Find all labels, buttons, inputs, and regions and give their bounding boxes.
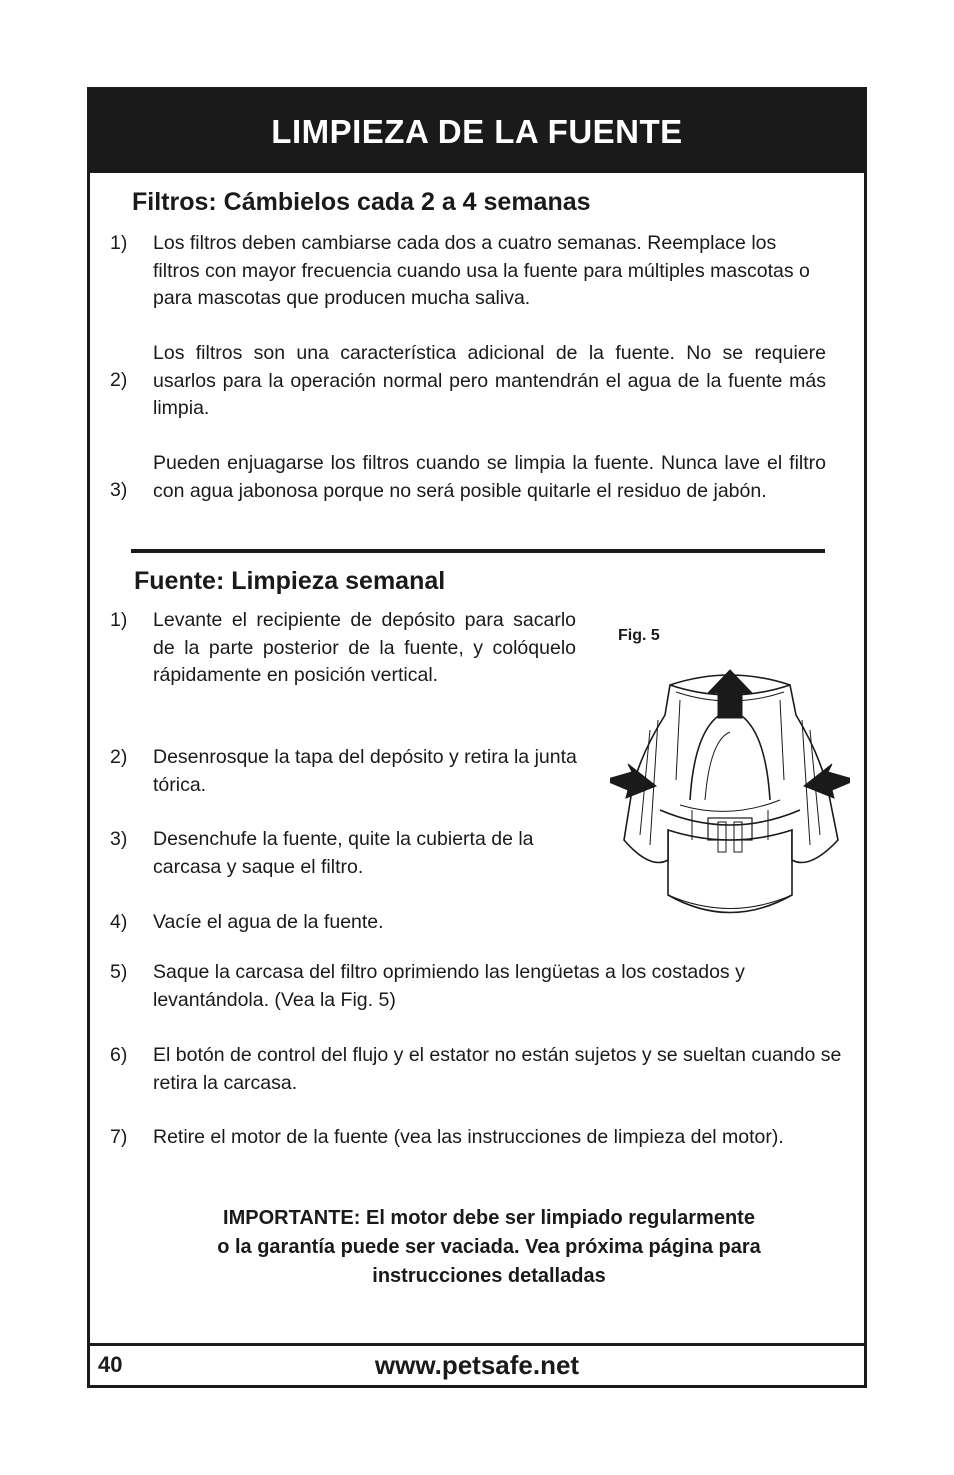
item-number: 2) [110,369,128,391]
list-item [110,450,826,534]
item-number: 7) [110,1126,128,1148]
list-item [110,230,826,314]
item-text: Los filtros deben cambiarse cada dos a cuatro semanas. Reemplace los filtros con mayor frecuencia cuando usa la fuente para múltiples mascotas o para mascotas que producen mucha saliva. [153,232,810,309]
filters-heading: Filtros: Cámbielos cada 2 a 4 semanas [132,188,591,216]
item-text: Desenchufe la fuente, quite la cubierta de la carcasa y saque el filtro. [153,828,534,878]
important-note [130,1204,848,1291]
item-text: El botón de control del flujo y el estator no están sujetos y se sueltan cuando se retira la carcasa. [153,1044,842,1094]
filter-housing-illustration-icon [610,660,850,930]
item-number: 1) [110,232,128,254]
list-item [110,826,580,882]
important-line-3: instrucciones detalladas [372,1265,606,1287]
weekly-heading: Fuente: Limpieza semanal [134,567,446,595]
page-title: LIMPIEZA DE LA FUENTE [90,90,864,173]
list-item [110,909,580,937]
item-number: 3) [110,479,128,501]
item-text: Retire el motor de la fuente (vea las instrucciones de limpieza del motor). [153,1126,784,1148]
list-item [110,1124,850,1180]
item-number: 5) [110,961,128,983]
item-number: 4) [110,911,128,933]
item-number: 2) [110,746,128,768]
list-item [110,1042,850,1098]
footer-divider [90,1343,864,1346]
item-number: 3) [110,828,128,850]
item-text: Desenrosque la tapa del depósito y retira la junta tórica. [153,746,577,796]
list-item [110,959,850,1015]
item-text: Saque la carcasa del filtro oprimiendo las lengüetas a los costados y levantándola. (Vea la Fig. 5) [153,961,745,1011]
list-item [110,744,580,800]
item-text: Pueden enjuagarse los filtros cuando se limpia la fuente. Nunca lave el filtro con agua jabonosa porque no será posible quitarle el residuo de jabón. [153,452,826,502]
important-line-1: IMPORTANTE: El motor debe ser limpiado regularmente [223,1207,755,1229]
item-text: Levante el recipiente de depósito para sacarlo de la parte posterior de la fuente, y colóquelo rápidamente en posición vertical. [153,609,576,686]
section-divider [131,549,825,553]
important-line-2: o la garantía puede ser vaciada. Vea próxima página para [217,1236,761,1258]
item-text: Vacíe el agua de la fuente. [153,911,384,933]
item-number: 6) [110,1044,128,1066]
figure-label: Fig. 5 [618,627,660,644]
page-frame [87,87,867,1388]
item-text: Los filtros son una característica adicional de la fuente. No se requiere usarlos para la operación normal pero mantendrán el agua de la fuente más limpia. [153,342,826,419]
list-item [110,340,826,424]
footer-url[interactable]: www.petsafe.net [374,1350,580,1380]
page-number: 40 [98,1352,123,1377]
item-number: 1) [110,609,128,631]
list-item [110,607,580,719]
